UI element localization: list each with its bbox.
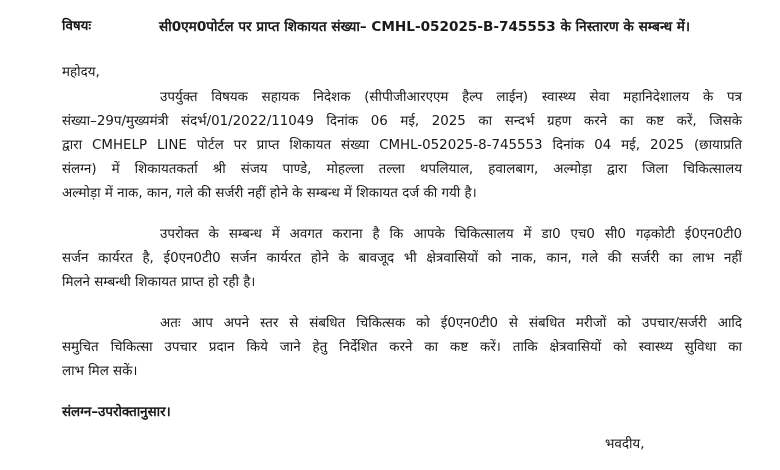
salutation: महोदय, (62, 65, 100, 80)
paragraph-line: अल्मोड़ा में नाक, कान, गले की सर्जरी नहीं होने के सम्बन्ध में शिकायत दर्ज की गयी है। (62, 186, 477, 201)
paragraph-line: समुचित चिकित्सा उपचार प्रदान किये जाने हेतु निर्देशित करने का कष्ट करें। ताकि क्षेत्रवासियों को स्वास्थ्य सुविधा का (62, 340, 742, 355)
paragraph-line: सर्जन कार्यरत है, ई0एन0टी0 सर्जन कार्यरत होने के बावजूद भी क्षेत्रवासियों को नाक, कान, गले की सर्जरी का लाभ नहीं (62, 251, 742, 266)
paragraph-line: द्वारा CMHELP LINE पोर्टल पर प्राप्त शिकायत संख्या CMHL-052025-8-745553 दिनांक 04 मई, 2025 (छायाप्रति (62, 138, 742, 153)
paragraph-line: उपर्युक्त विषयक सहायक निदेशक (सीपीजीआरएएम हैल्प लाईन) स्वास्थ्य सेवा महानिदेशालय के पत्र (160, 90, 742, 105)
paragraph-line: संलग्न) में शिकायतकर्ता श्री संजय पाण्डे, मोहल्ला तल्ला थपलियाल, हवालबाग, अल्मोड़ा द्वारा जिला चिकित्सालय (62, 162, 742, 177)
paragraph-line: संख्या–29प/मुख्यमंत्री संदर्भ/01/2022/11049 दिनांक 06 मई, 2025 का सन्दर्भ ग्रहण करने का कष्ट करें, जिसके (62, 114, 742, 129)
closing: भवदीय, (605, 437, 645, 452)
paragraph-line: मिलने सम्बन्धी शिकायत प्राप्त हो रही है। (62, 275, 256, 290)
paragraph-instruction (62, 312, 742, 384)
subject-label: विषयः (62, 19, 92, 34)
paragraph-line: उपरोक्त के सम्बन्ध में अवगत कराना है कि आपके चिकित्सालय में डा0 एच0 सी0 गढ़कोटी ई0एन0टी0 (160, 227, 742, 242)
paragraph-line: अतः आप अपने स्तर से संबधित चिकित्सक को ई0एन0टी0 से संबधित मरीजों को उपचार/सर्जरी आदि (160, 316, 742, 331)
subject-text: सी0एम0पोर्टल पर प्राप्त शिकायत संख्या– CMHL-052025-B-745553 के निस्तारण के सम्बन्ध में। (159, 19, 691, 35)
enclosure-note: संलग्न–उपरोक्तानुसार। (62, 405, 171, 420)
paragraph-complaint (62, 223, 742, 295)
paragraph-line: लाभ मिल सकें। (62, 364, 138, 379)
paragraph-reference (62, 86, 742, 206)
